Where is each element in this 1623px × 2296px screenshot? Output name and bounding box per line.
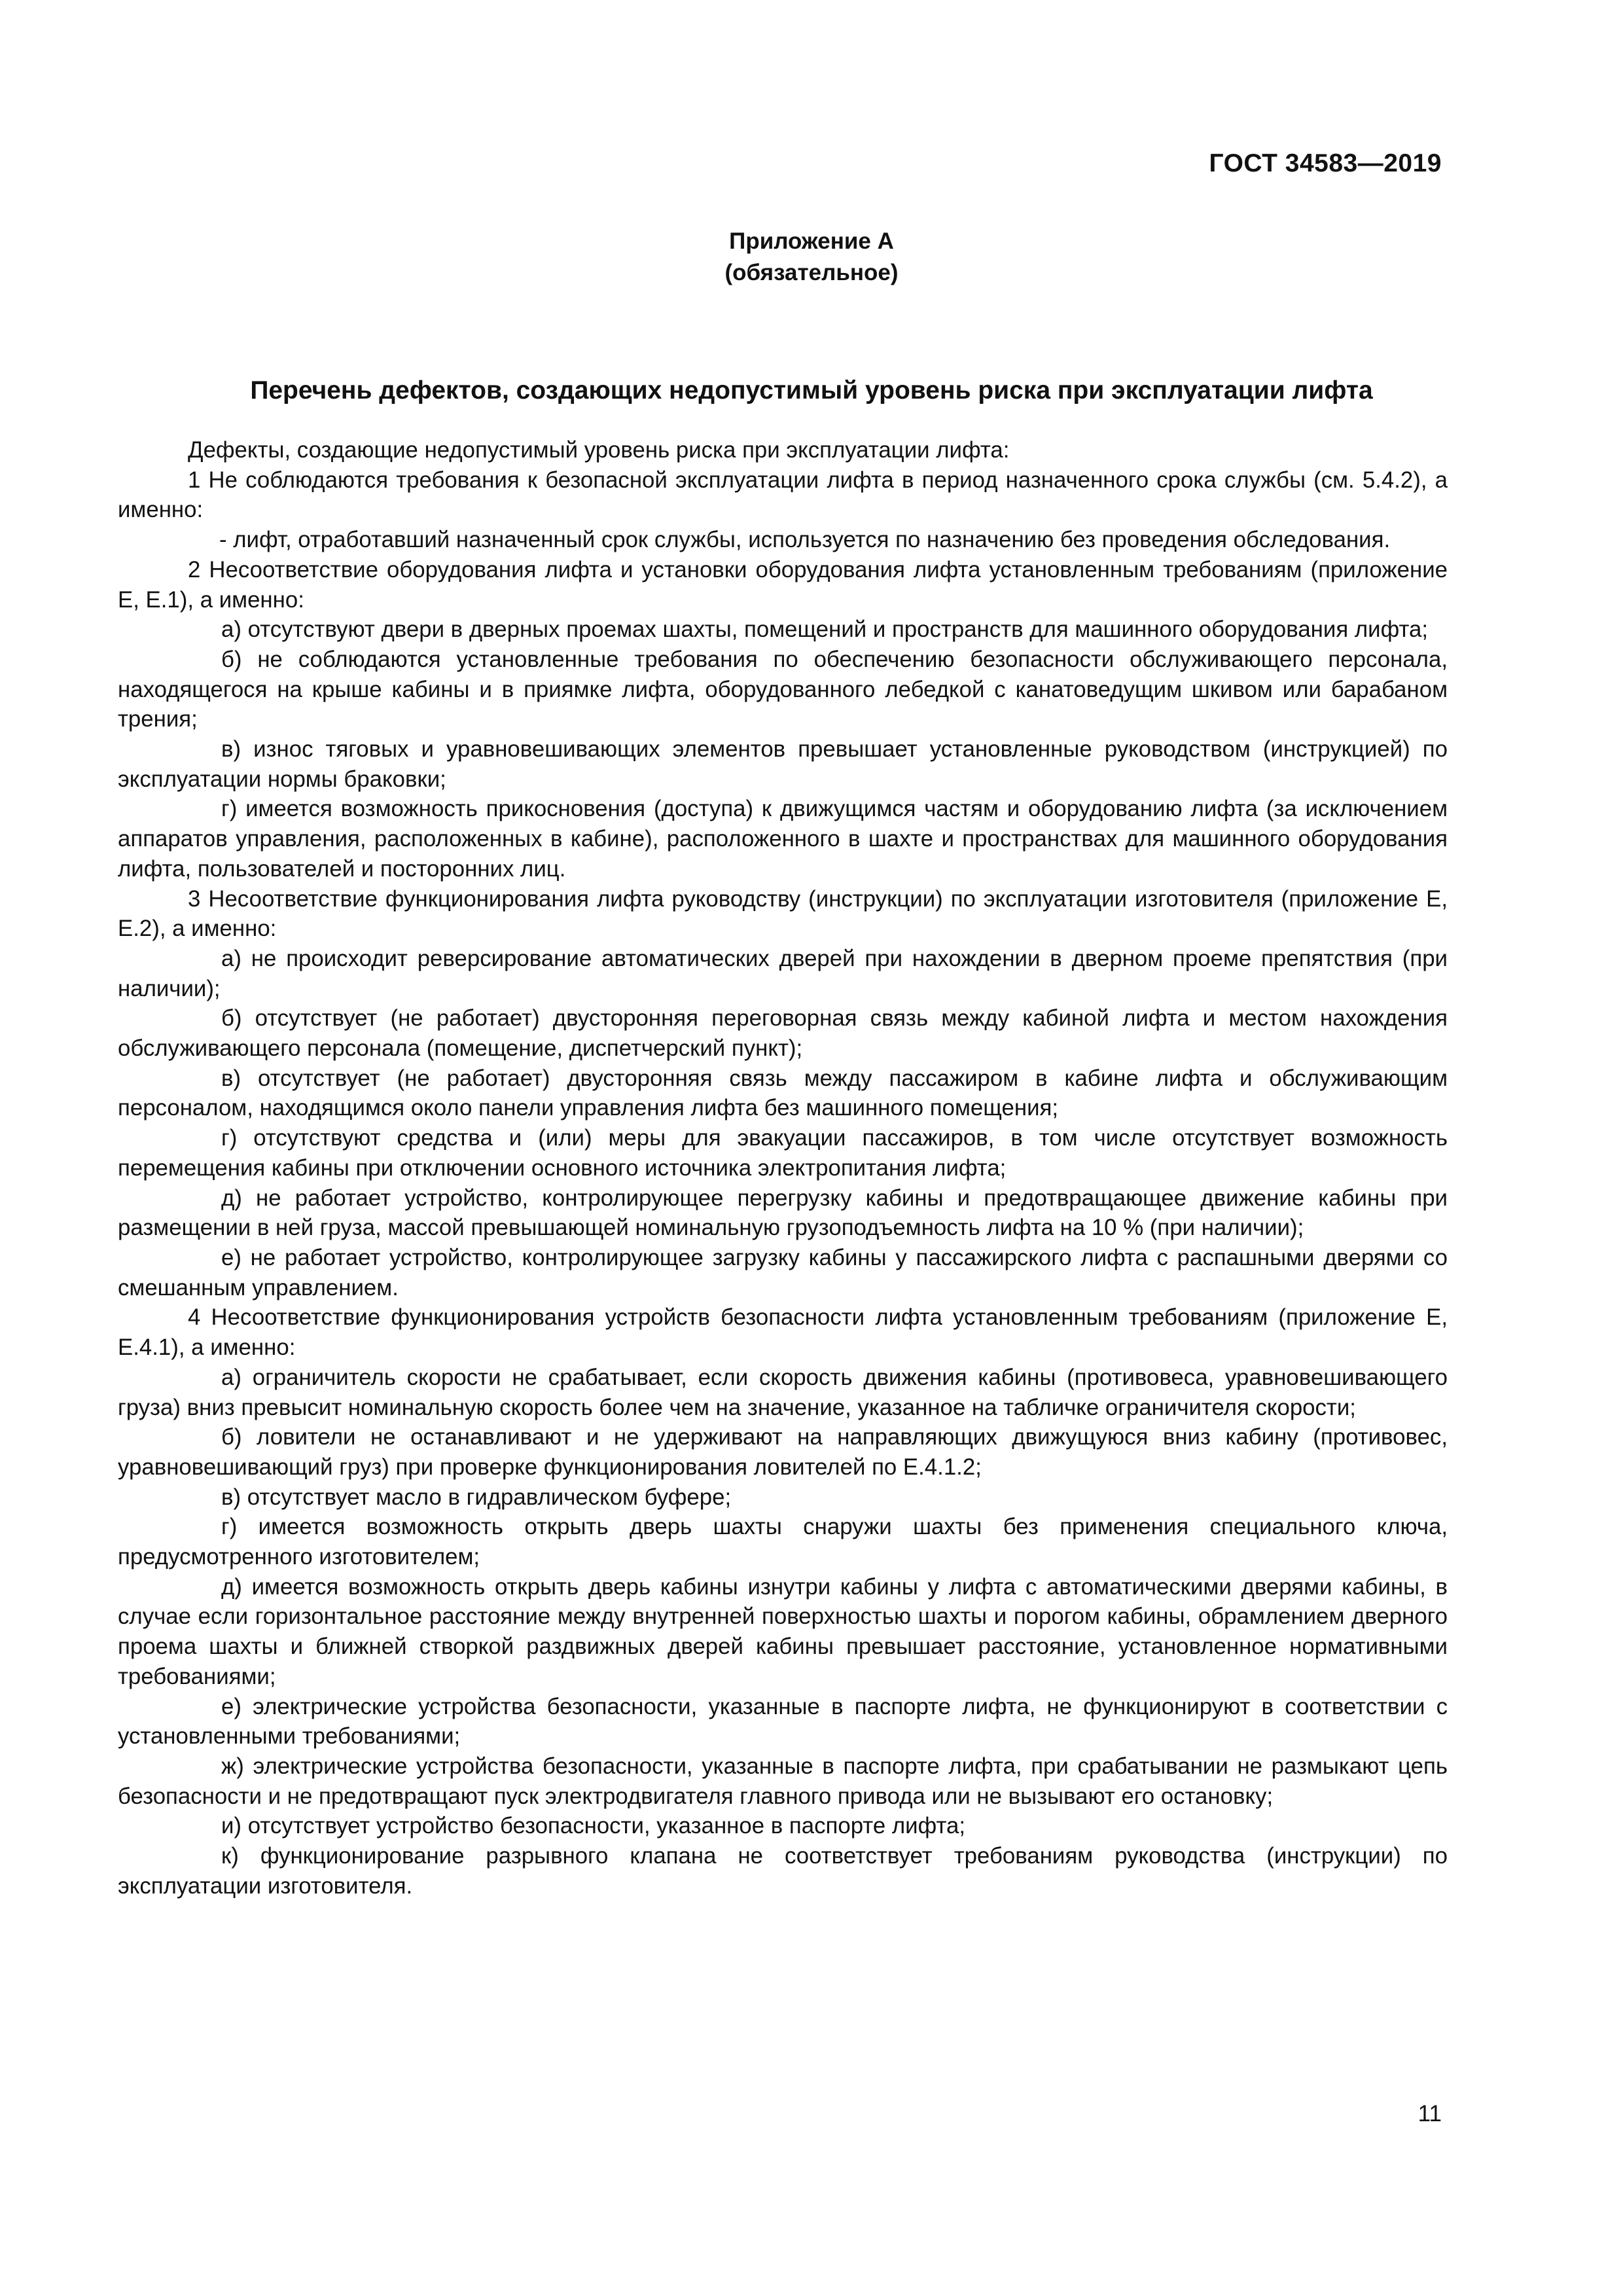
paragraph-item-2: 2 Несоответствие оборудования лифта и установки оборудования лифта установленным требованиям (приложение Е, Е.1), а именно:	[118, 556, 1448, 613]
paragraph-item-2v: в) износ тяговых и уравновешивающих элементов превышает установленные руководством (инструкцией) по эксплуатации нормы браковки;	[118, 736, 1448, 792]
paragraph-item-3a: а) не происходит реверсирование автоматических дверей при нахождении в дверном проеме препятствия (при наличии);	[118, 945, 1448, 1001]
paragraph-item-4a: а) ограничитель скорости не срабатывает, если скорость движения кабины (противовеса, уравновешивающего груза) вниз превысит номинальную скорость более чем на значение, указанное на табличке ограничителя скорости;	[118, 1364, 1448, 1420]
paragraph-item-3v: в) отсутствует (не работает) двусторонняя связь между пассажиром в кабине лифта и обслуживающим персоналом, находящимся около панели управления лифта без машинного помещения;	[118, 1065, 1448, 1121]
paragraph-item-1: 1 Не соблюдаются требования к безопасной эксплуатации лифта в период назначенного срока службы (см. 5.4.2), а именно:	[118, 467, 1448, 523]
paragraph-item-4: 4 Несоответствие функционирования устройств безопасности лифта установленным требованиям (приложение Е, Е.4.1), а именно:	[118, 1304, 1448, 1361]
paragraph-item-4b: б) ловители не останавливают и не удерживают на направляющих движущуюся вниз кабину (противовес, уравновешивающий груз) при проверке функционирования ловителей по Е.4.1.2;	[118, 1424, 1448, 1480]
appendix-status: (обязательное)	[724, 260, 899, 285]
page-number: 11	[1418, 2101, 1442, 2126]
paragraph-item-4v: в) отсутствует масло в гидравлическом буфере;	[221, 1484, 732, 1510]
paragraph-item-2g: г) имеется возможность прикосновения (доступа) к движущимся частям и оборудованию лифта (за исключением аппаратов управления, расположенных в кабине), расположенного в шахте и пространствах для машинного оборудования лифта, пользователей и посторонних лиц.	[118, 796, 1448, 882]
paragraph-item-3: 3 Несоответствие функционирования лифта руководству (инструкции) по эксплуатации изготовителя (приложение Е, Е.2), а именно:	[118, 886, 1448, 942]
paragraph-item-2b: б) не соблюдаются установленные требования по обеспечению безопасности обслуживающего персонала, находящегося на крыше кабины и в приямке лифта, оборудованного лебедкой с канатоведущим шкивом или барабаном трения;	[118, 646, 1448, 732]
paragraph-item-3g: г) отсутствуют средства и (или) меры для эвакуации пассажиров, в том числе отсутствует возможность перемещения кабины при отключении основного источника электропитания лифта;	[118, 1125, 1448, 1181]
paragraph-item-4i: и) отсутствует устройство безопасности, указанное в паспорте лифта;	[221, 1813, 966, 1839]
document-body	[118, 435, 1448, 1901]
paragraph-item-1-dash: - лифт, отработавший назначенный срок службы, используется по назначению без проведения обследования.	[219, 527, 1391, 553]
paragraph-intro: Дефекты, создающие недопустимый уровень риска при эксплуатации лифта:	[188, 437, 1010, 463]
paragraph-item-3e: е) не работает устройство, контролирующее загрузку кабины у пассажирского лифта с распашными дверями со смешанным управлением.	[118, 1244, 1448, 1300]
appendix-title: Приложение А	[729, 228, 894, 254]
paragraph-item-4g: г) имеется возможность открыть дверь шахты снаружи шахты без применения специального ключа, предусмотренного изготовителем;	[118, 1514, 1448, 1570]
appendix-heading	[0, 226, 1623, 289]
paragraph-item-4zh: ж) электрические устройства безопасности, указанные в паспорте лифта, при срабатывании не размыкают цепь безопасности и не предотвращают пуск электродвигателя главного привода или не вызывают его остановку;	[118, 1753, 1448, 1809]
paragraph-item-4d: д) имеется возможность открыть дверь кабины изнутри кабины у лифта с автоматическими дверями кабины, в случае если горизонтальное расстояние между внутренней поверхностью шахты и порогом кабины, обрамлением дверного проема шахты и ближней створкой раздвижных дверей кабины превышает расстояние, установленное нормативными требованиями;	[118, 1573, 1448, 1689]
paragraph-item-4e: е) электрические устройства безопасности, указанные в паспорте лифта, не функционируют в соответствии с установленными требованиями;	[118, 1693, 1448, 1749]
paragraph-item-3d: д) не работает устройство, контролирующее перегрузку кабины и предотвращающее движение кабины при размещении в ней груза, массой превышающей номинальную грузоподъемность лифта на 10 % (при наличии);	[118, 1185, 1448, 1241]
paragraph-item-2a: а) отсутствуют двери в дверных проемах шахты, помещений и пространств для машинного оборудования лифта;	[221, 617, 1429, 643]
paragraph-item-3b: б) отсутствует (не работает) двусторонняя переговорная связь между кабиной лифта и местом нахождения обслуживающего персонала (помещение, диспетчерский пункт);	[118, 1005, 1448, 1062]
document-title: Перечень дефектов, создающих недопустимый уровень риска при эксплуатации лифта	[250, 376, 1373, 404]
standard-code: ГОСТ 34583—2019	[1209, 149, 1442, 177]
paragraph-item-4k: к) функционирование разрывного клапана не соответствует требованиям руководства (инструкции) по эксплуатации изготовителя.	[118, 1843, 1448, 1899]
